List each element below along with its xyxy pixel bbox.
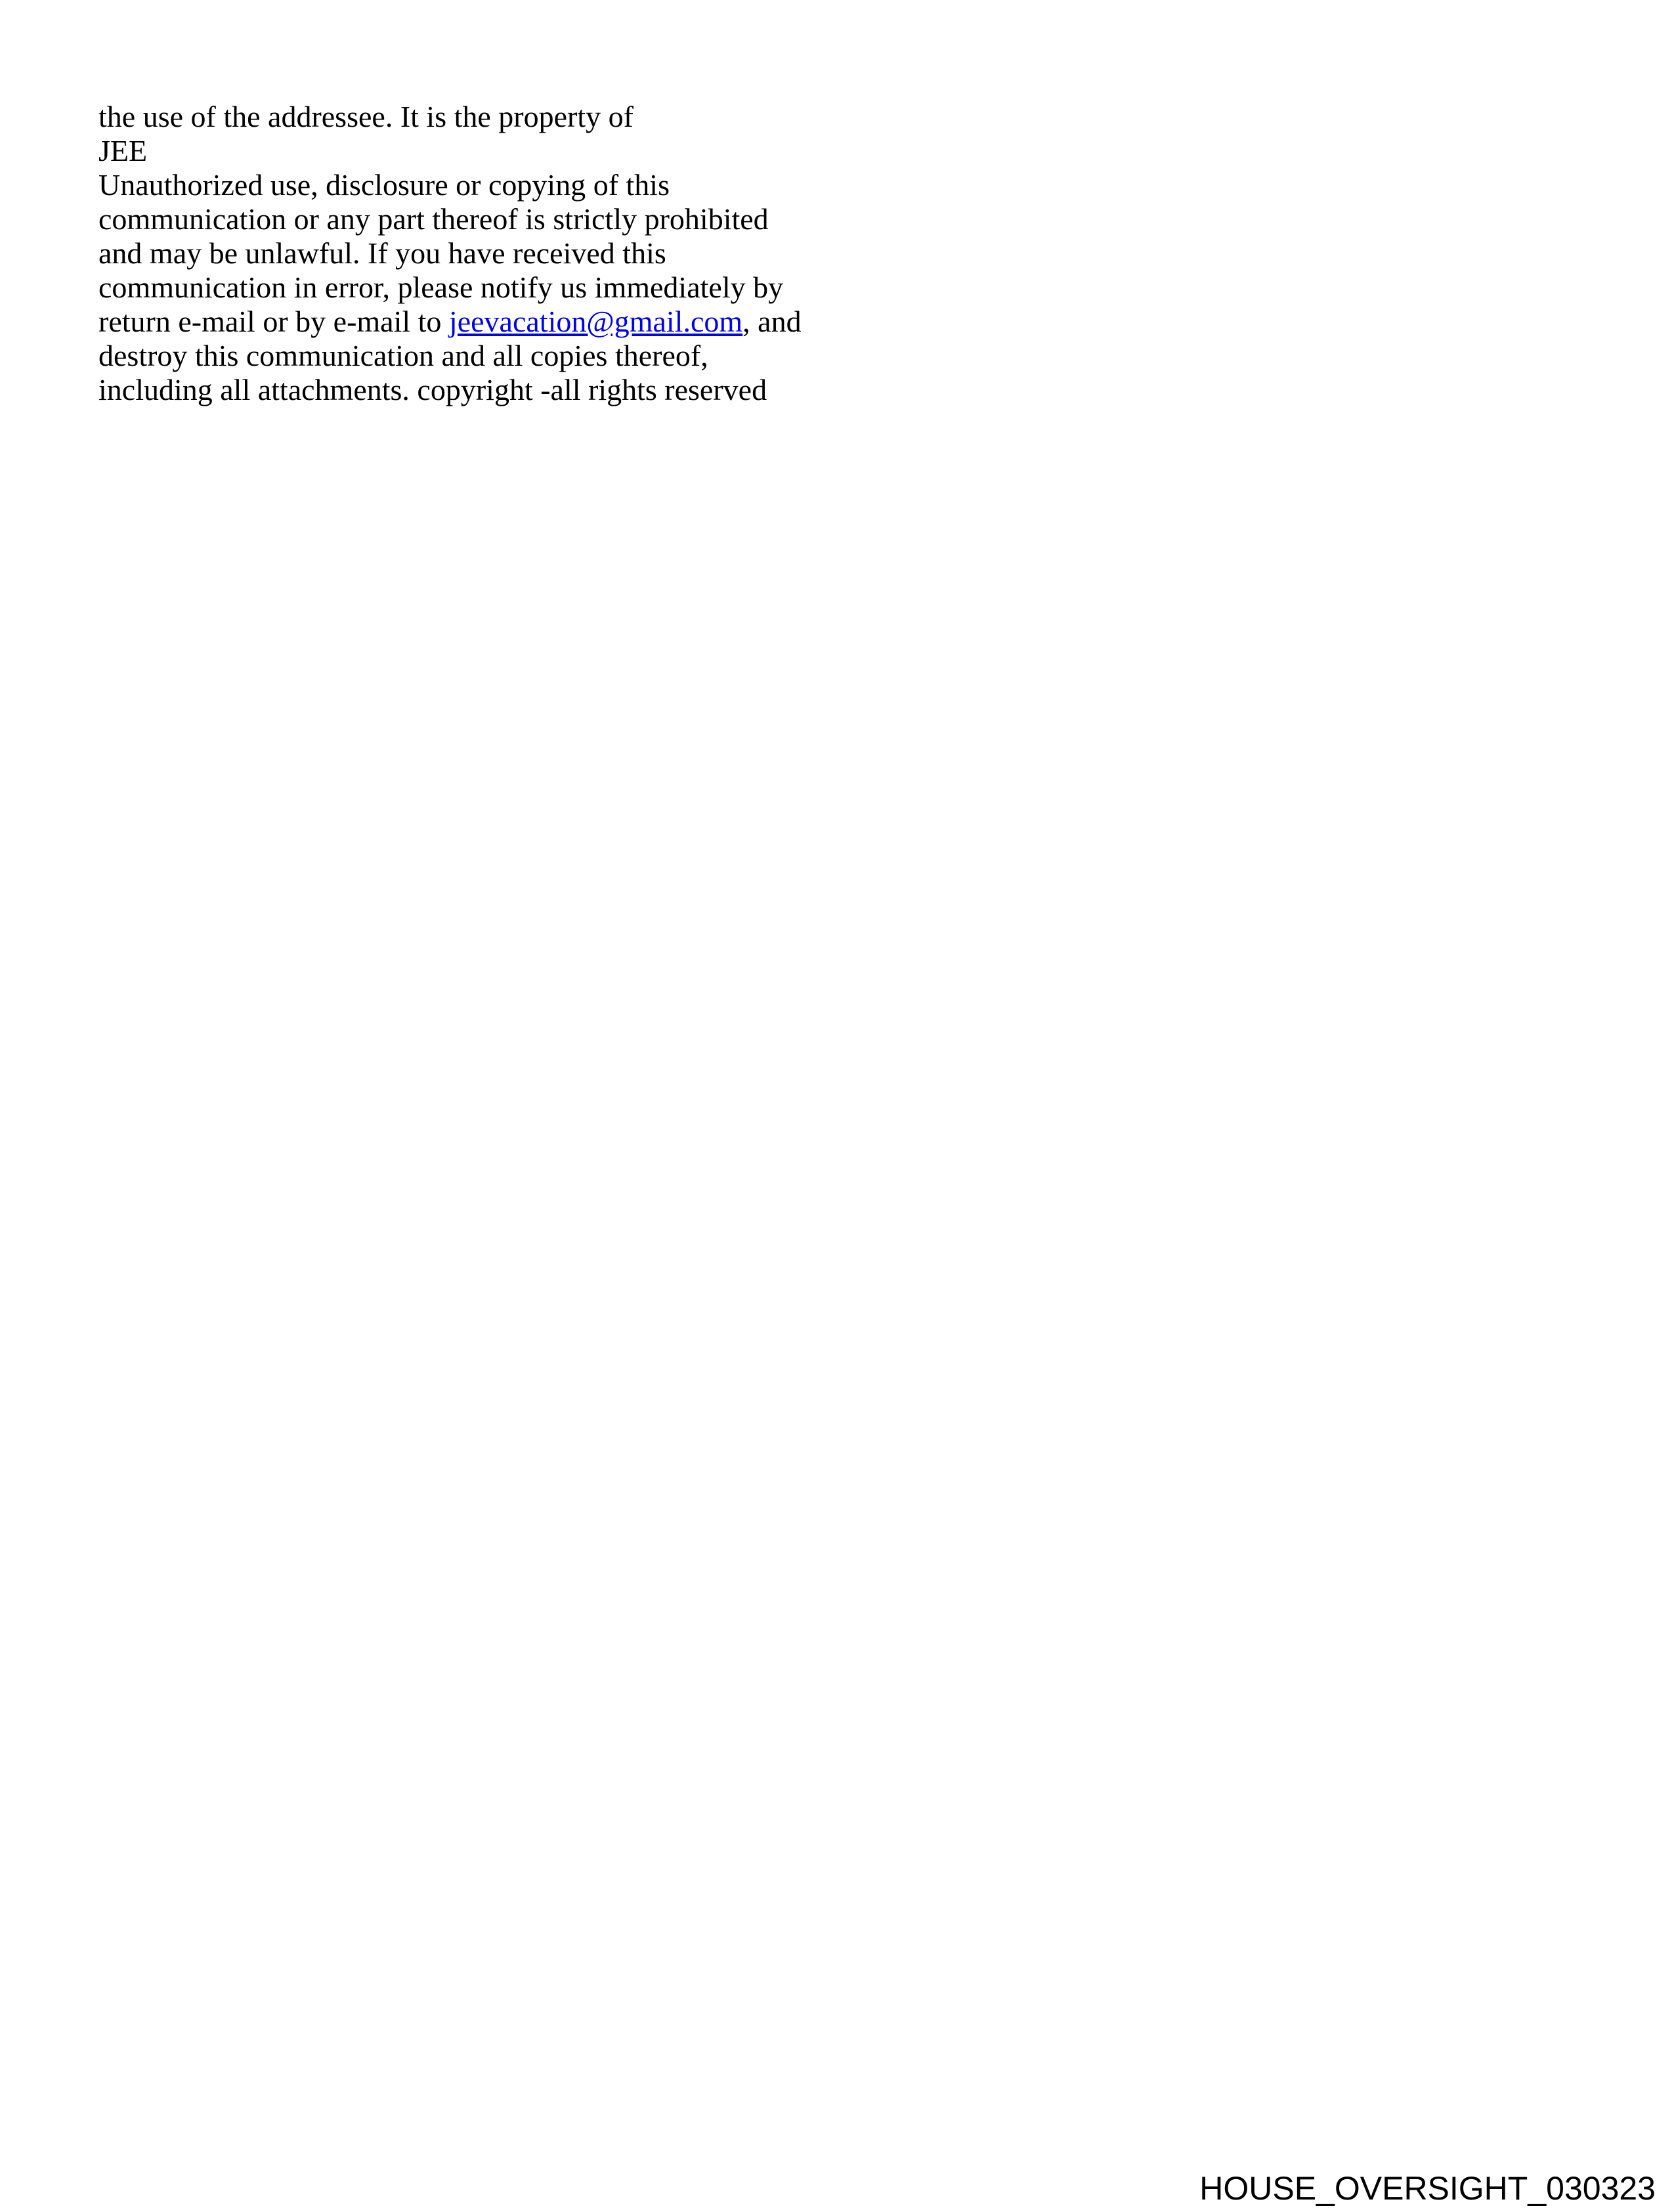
email-link[interactable]: jeevacation@gmail.com — [448, 305, 743, 338]
disclaimer-line: the use of the addressee. It is the property of — [98, 100, 633, 133]
disclaimer-line-email — [98, 305, 802, 339]
bates-stamp: HOUSE_OVERSIGHT_030323 — [1199, 2170, 1656, 2207]
disclaimer-line: including all attachments. copyright -all rights reserved — [98, 373, 767, 406]
disclaimer-line: and may be unlawful. If you have received this — [98, 236, 666, 270]
disclaimer-line: Unauthorized use, disclosure or copying of this — [98, 168, 670, 202]
disclaimer-block — [98, 100, 802, 407]
email-line-prefix: return e-mail or by e-mail to — [98, 305, 449, 338]
disclaimer-line: communication or any part thereof is strictly prohibited — [98, 202, 769, 236]
disclaimer-line: communication in error, please notify us immediately by — [98, 271, 784, 304]
disclaimer-line: JEE — [98, 134, 148, 167]
disclaimer-line: destroy this communication and all copies thereof, — [98, 339, 708, 372]
email-line-suffix: , and — [742, 305, 802, 338]
